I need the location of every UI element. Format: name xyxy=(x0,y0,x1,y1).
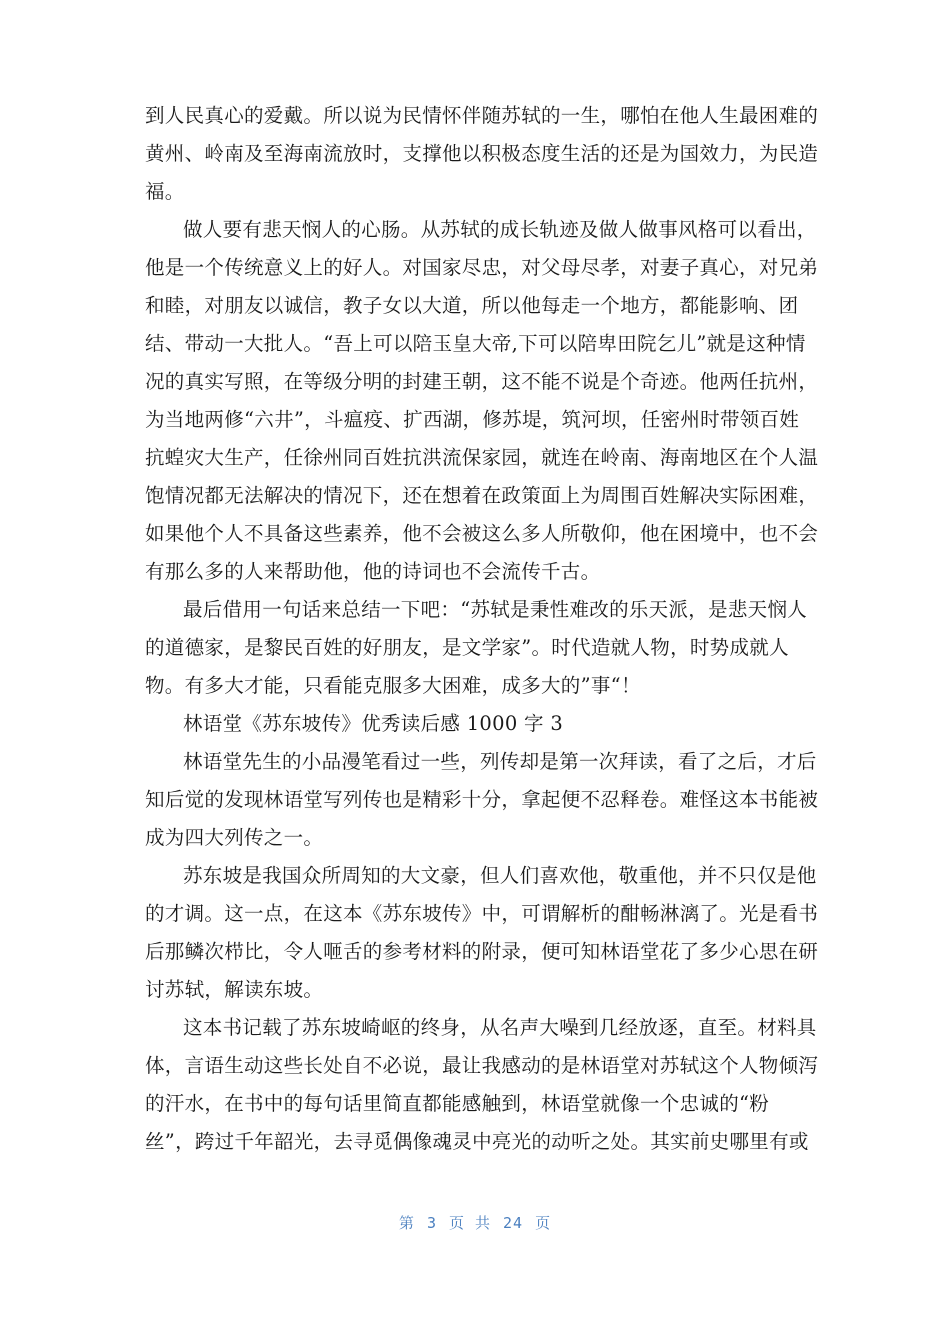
page-footer xyxy=(0,1212,950,1233)
paragraph-first-line: 做人要有悲天悯人的心肠。从苏轼的成长轨迹及做人做事风格可以看出， xyxy=(183,218,817,241)
footer-suffix: 页 xyxy=(535,1214,552,1232)
body-line: 成为四大列传之一。 xyxy=(145,826,324,849)
body-line: 的才调。这一点，在这本《苏东坡传》中，可谓解析的酣畅淋漓了。光是看书 xyxy=(145,902,819,925)
body-line: 如果他个人不具备这些素养，他不会被这么多人所敬仰，他在困境中，也不会 xyxy=(145,522,819,545)
body-line: 和睦，对朋友以诚信，教子女以大道，所以他每走一个地方，都能影响、团 xyxy=(145,294,799,317)
body-line: 后那鳞次栉比，令人咂舌的参考材料的附录，便可知林语堂花了多少心思在研 xyxy=(145,940,819,963)
paragraph-first-line: 最后借用一句话来总结一下吧：“苏轼是秉性难改的乐天派，是悲天悯人 xyxy=(183,598,808,621)
body-line: 抗蝗灾大生产，任徐州同百姓抗洪流保家园，就连在岭南、海南地区在个人温 xyxy=(145,446,819,469)
body-line: 况的真实写照，在等级分明的封建王朝，这不能不说是个奇迹。他两任抗州， xyxy=(145,370,819,393)
total-pages: 24 xyxy=(503,1214,524,1232)
body-line: 讨苏轼，解读东坡。 xyxy=(145,978,324,1001)
body-line: 的道德家，是黎民百姓的好朋友，是文学家”。时代造就人物，时势成就人 xyxy=(145,636,789,659)
body-line: 的汗水，在书中的每句话里简直都能感触到，林语堂就像一个忠诚的“粉 xyxy=(145,1092,770,1115)
footer-prefix: 第 xyxy=(398,1214,415,1232)
body-line: 为当地两修“六井”，斗瘟疫、扩西湖，修苏堤，筑河坝，任密州时带领百姓 xyxy=(145,408,800,431)
body-line: 物。有多大才能，只看能克服多大困难，成多大的”事“！ xyxy=(145,674,641,697)
body-line: 到人民真心的爱戴。所以说为民情怀伴随苏轼的一生，哪怕在他人生最困难的 xyxy=(145,104,819,127)
section-heading: 林语堂《苏东坡传》优秀读后感 1000 字 3 xyxy=(183,712,564,735)
body-line: 体，言语生动这些长处自不必说，最让我感动的是林语堂对苏轼这个人物倾泻 xyxy=(145,1054,819,1077)
body-line: 结、带动一大批人。“吾上可以陪玉皇大帝,下可以陪卑田院乞儿”就是这种情 xyxy=(145,332,806,355)
body-line: 黄州、岭南及至海南流放时，支撑他以积极态度生活的还是为国效力，为民造 xyxy=(145,142,819,165)
footer-middle: 页 共 xyxy=(448,1214,491,1232)
paragraph-first-line: 苏东坡是我国众所周知的大文豪，但人们喜欢他，敬重他，并不只仅是他 xyxy=(183,864,817,887)
body-line: 知后觉的发现林语堂写列传也是精彩十分，拿起便不忍释卷。难怪这本书能被 xyxy=(145,788,819,811)
paragraph-first-line: 这本书记载了苏东坡崎岖的终身，从名声大噪到几经放逐，直至。材料具 xyxy=(183,1016,817,1039)
body-line: 他是一个传统意义上的好人。对国家尽忠，对父母尽孝，对妻子真心，对兄弟 xyxy=(145,256,819,279)
body-line: 饱情况都无法解决的情况下，还在想着在政策面上为周围百姓解决实际困难， xyxy=(145,484,819,507)
paragraph-first-line: 林语堂先生的小品漫笔看过一些，列传却是第一次拜读，看了之后，才后 xyxy=(183,750,817,773)
body-line: 丝”，跨过千年韶光，去寻觅偶像魂灵中亮光的动听之处。其实前史哪里有或 xyxy=(145,1130,809,1153)
body-line: 福。 xyxy=(145,180,185,203)
body-line: 有那么多的人来帮助他，他的诗词也不会流传千古。 xyxy=(145,560,601,583)
current-page-number: 3 xyxy=(426,1214,437,1232)
